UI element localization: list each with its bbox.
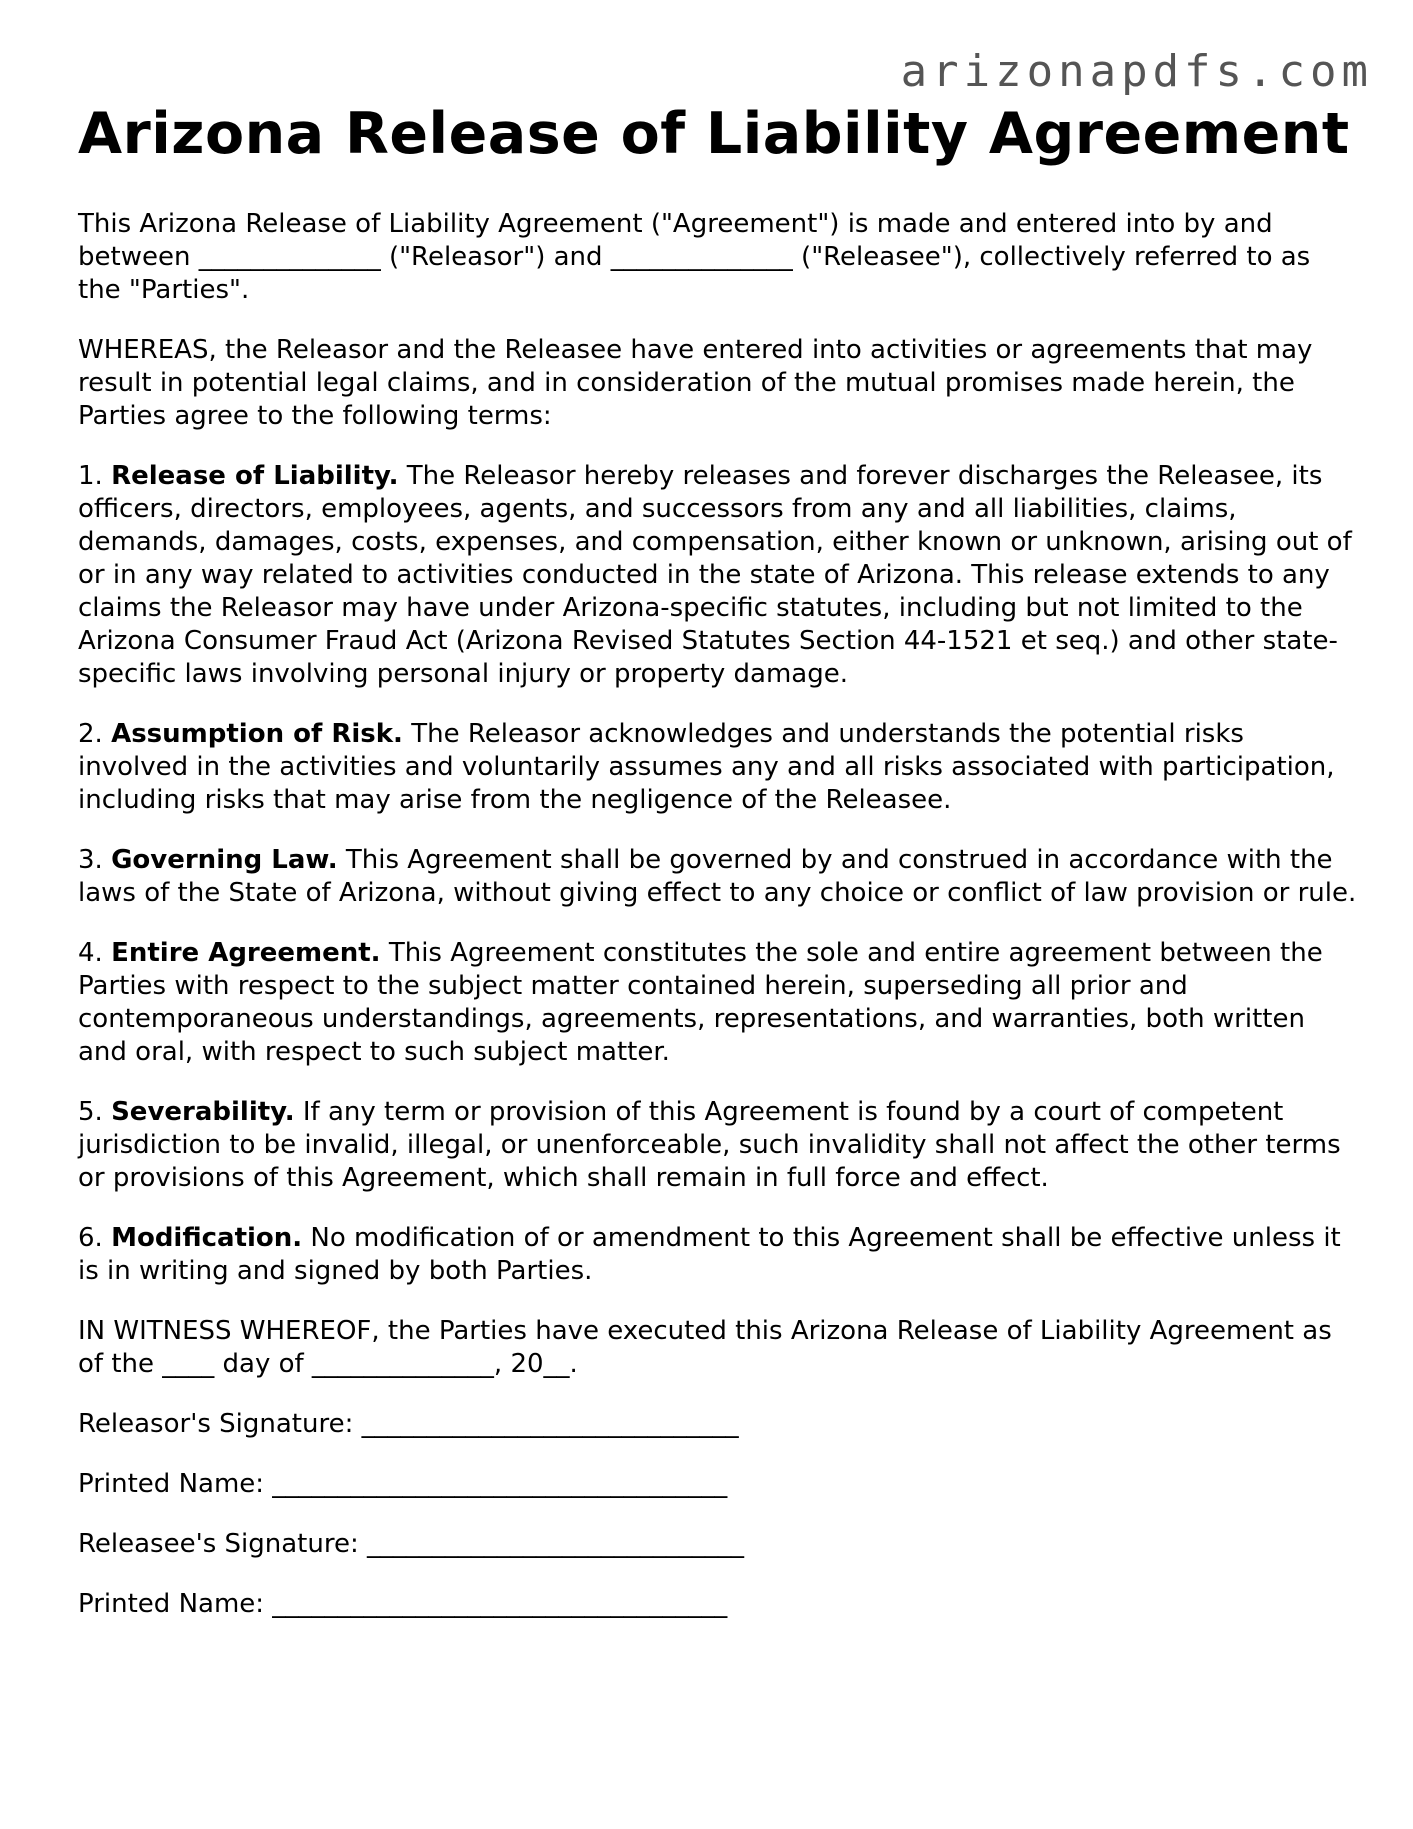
document-title: Arizona Release of Liability Agreement <box>78 101 1350 167</box>
term-paragraph <box>78 937 1358 1069</box>
intro-paragraph: This Arizona Release of Liability Agreement ("Agreement") is made and entered into by and between ______________ ("Releasor") and ______________ ("Releasee"), collectively referred to as the "Parties". <box>78 209 1311 306</box>
signature-block <box>78 1408 1358 1621</box>
term-heading: Entire Agreement. <box>111 938 381 969</box>
term-heading: Severability. <box>111 1097 295 1128</box>
term-body: This Agreement constitutes the sole and entire agreement between the Parties with respect to the subject matter contained herein, superseding all prior and contemporaneous understandings, agreements, representations, and warranties, both written and oral, with respect to such subject matter. <box>78 938 1323 1068</box>
term-body: No modification of or amendment to this Agreement shall be effective unless it is in writing and signed by both Parties. <box>78 1223 1341 1287</box>
term-heading: Modification. <box>111 1223 303 1254</box>
releasee-signature-line[interactable]: Releasee's Signature: _____________________________ <box>78 1529 744 1560</box>
term-body: If any term or provision of this Agreement is found by a court of competent jurisdiction to be invalid, illegal, or unenforceable, such invalidity shall not affect the other terms or provisions of this Agreement, which shall remain in full force and effect. <box>78 1097 1341 1194</box>
term-body: This Agreement shall be governed by and construed in accordance with the laws of the State of Arizona, without giving effect to any choice or conflict of law provision or rule. <box>78 845 1357 909</box>
releasee-printed-name-line[interactable]: Printed Name: ___________________________________ <box>78 1589 728 1620</box>
document-page <box>78 100 1358 1648</box>
term-number: 6. <box>78 1223 103 1254</box>
term-body: The Releasor hereby releases and forever discharges the Releasee, its officers, directors, employees, agents, and successors from any and all liabilities, claims, demands, damages, costs, expenses, and compensation, either known or unknown, arising out of or in any way related to activities conducted in the state of Arizona. This release extends to any claims the Releasor may have under Arizona-specific statutes, including but not limited to the Arizona Consumer Fraud Act (Arizona Revised Statutes Section 44-1521 et seq.) and other state-specific laws involving personal injury or property damage. <box>78 461 1352 690</box>
term-heading: Release of Liability. <box>111 461 399 492</box>
releasor-signature-line[interactable]: Releasor's Signature: _____________________________ <box>78 1409 739 1440</box>
term-number: 3. <box>78 845 103 876</box>
term-number: 4. <box>78 938 103 969</box>
term-number: 2. <box>78 719 103 750</box>
term-paragraph <box>78 718 1358 817</box>
term-heading: Governing Law. <box>111 845 338 876</box>
watermark-text: arizonapdfs.com <box>900 46 1373 97</box>
witness-paragraph: IN WITNESS WHEREOF, the Parties have executed this Arizona Release of Liability Agreement as of the ____ day of ______________, 20__. <box>78 1316 1332 1380</box>
term-heading: Assumption of Risk. <box>111 719 403 750</box>
term-number: 1. <box>78 461 103 492</box>
term-number: 5. <box>78 1097 103 1128</box>
releasor-printed-name-line[interactable]: Printed Name: ___________________________________ <box>78 1469 728 1500</box>
term-paragraph <box>78 460 1358 691</box>
whereas-paragraph: WHEREAS, the Releasor and the Releasee have entered into activities or agreements that may result in potential legal claims, and in consideration of the mutual promises made herein, the Parties agree to the following terms: <box>78 335 1313 432</box>
term-paragraph <box>78 1222 1358 1288</box>
term-paragraph <box>78 1096 1358 1195</box>
term-body: The Releasor acknowledges and understands the potential risks involved in the activities and voluntarily assumes any and all risks associated with participation, including risks that may arise from the negligence of the Releasee. <box>78 719 1335 816</box>
term-paragraph <box>78 844 1358 910</box>
